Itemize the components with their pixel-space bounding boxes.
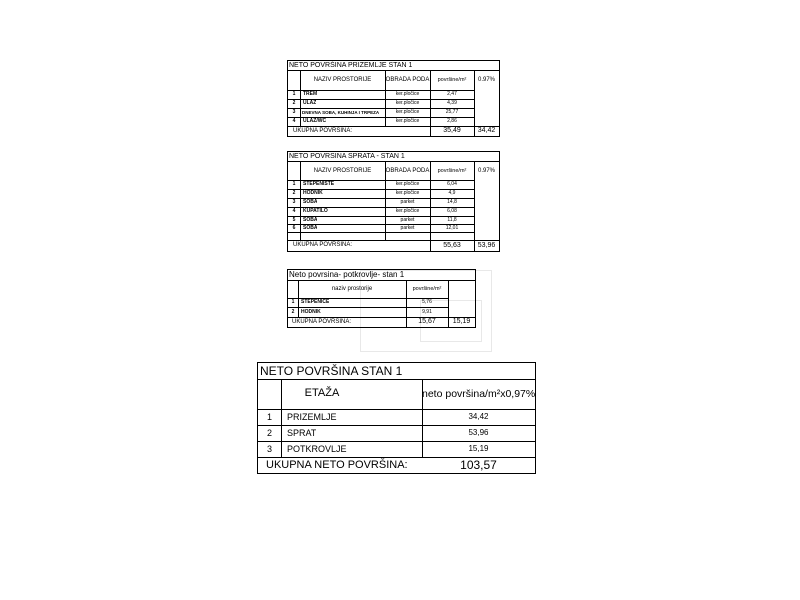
- row-floor: ker.pločice: [395, 190, 420, 196]
- row-area: 15,19: [468, 444, 489, 453]
- row-room: TREM: [303, 91, 318, 97]
- row-area: 4,39: [447, 100, 457, 106]
- row-num: 2: [292, 190, 296, 196]
- table-prizemlje: [287, 60, 500, 137]
- row-etaza: SPRAT: [287, 428, 317, 438]
- row-room: HODNIK: [303, 190, 323, 196]
- row-num: 1: [292, 181, 296, 187]
- row-num: 3: [292, 109, 296, 115]
- total-reduced: 34,42: [477, 127, 496, 134]
- header-room-name: naziv prostorije: [331, 286, 373, 292]
- row-area: 2,47: [447, 91, 457, 97]
- total-area: 35,49: [443, 127, 461, 134]
- row-room: STEPENISTE: [303, 181, 335, 187]
- row-floor: ker.pločice: [395, 109, 420, 115]
- row-num: 1: [266, 412, 272, 422]
- row-area: 6,08: [447, 208, 457, 214]
- row-num: 5: [292, 217, 296, 223]
- table-title: NETO POVRŠINA STAN 1: [260, 364, 403, 378]
- row-num: 2: [266, 428, 272, 438]
- row-num: 3: [266, 444, 272, 454]
- total-reduced: 53,96: [477, 242, 496, 249]
- row-num: 3: [292, 199, 296, 205]
- row-room: ULAZ: [303, 100, 317, 106]
- row-num: 2: [292, 100, 296, 106]
- row-area: 12,01: [445, 225, 459, 231]
- table-title: Neto povrsina- potkrovlje- stan 1: [289, 270, 405, 279]
- total-net-area: 103,57: [460, 458, 497, 472]
- table-summary: [257, 362, 536, 474]
- row-floor: ker.pločice: [395, 118, 420, 124]
- row-num: 1: [291, 299, 295, 305]
- header-net-area: neto površina/m²x0,97%: [422, 388, 535, 400]
- row-room: KUPATILO: [303, 208, 328, 214]
- row-area: 14,8: [447, 199, 457, 205]
- table-potkrovlje: [287, 269, 476, 328]
- row-room: SOBA: [303, 199, 318, 205]
- row-num: 4: [292, 208, 296, 214]
- total-label: UKUPNA POVRŠINA:: [293, 242, 353, 248]
- row-area: 4,9: [448, 190, 456, 196]
- row-area: 2,86: [447, 118, 457, 124]
- row-room: STEPENICE: [301, 299, 330, 305]
- header-floor: OBRADA PODA: [385, 77, 430, 83]
- header-floor: OBRADA PODA: [385, 168, 430, 174]
- row-area: 5,76: [422, 299, 432, 305]
- row-num: 1: [292, 91, 296, 97]
- header-percent: 0.97%: [477, 168, 495, 174]
- total-label: UKUPNA POVRŠINA:: [292, 319, 352, 325]
- row-area: 9,91: [422, 309, 432, 315]
- row-num: 2: [291, 309, 295, 315]
- row-floor: ker.pločice: [395, 100, 420, 106]
- row-area: 6,04: [447, 181, 457, 187]
- header-etaza: ETAŽA: [304, 387, 340, 399]
- header-room-name: NAZIV PROSTORIJE: [313, 168, 372, 174]
- row-room: HODNIK: [301, 309, 321, 315]
- row-area: 34,42: [468, 412, 489, 421]
- row-room: ULAZ/WC: [303, 118, 327, 124]
- row-room: SOBA: [303, 225, 318, 231]
- row-etaza: PRIZEMLJE: [287, 412, 337, 422]
- total-label: UKUPNA POVRŠINA:: [293, 128, 353, 134]
- table-title: NETO POVRŠINA PRIZEMLJE STAN 1: [289, 62, 413, 69]
- total-label: UKUPNA NETO POVRŠINA:: [266, 459, 408, 471]
- header-area: površine/m²: [437, 77, 467, 83]
- row-floor: ker.pločice: [395, 91, 420, 97]
- row-num: 6: [292, 225, 296, 231]
- header-area: površine/m²: [412, 286, 442, 292]
- row-floor: parket: [400, 225, 415, 231]
- row-area: 11,8: [447, 217, 457, 223]
- row-area: 25,77: [445, 109, 459, 115]
- row-floor: parket: [400, 217, 415, 223]
- total-area: 55,63: [443, 242, 461, 249]
- row-floor: ker.pločice: [395, 208, 420, 214]
- header-room-name: NAZIV PROSTORIJE: [313, 77, 372, 83]
- table-sprat: [287, 151, 500, 252]
- row-room: DNEVNA SOBA, KUHINJA I TRPEZA: [302, 110, 380, 115]
- row-room: SOBA: [303, 217, 318, 223]
- table-title: NETO POVRSINA SPRATA - STAN 1: [289, 153, 405, 160]
- total-area: 15,67: [418, 318, 436, 325]
- row-num: 4: [292, 118, 296, 124]
- total-reduced: 15,19: [452, 318, 471, 325]
- header-area: površine/m²: [437, 168, 467, 174]
- row-etaza: POTKROVLJE: [287, 444, 347, 454]
- row-floor: ker.pločice: [395, 181, 420, 187]
- row-floor: parket: [400, 199, 415, 205]
- header-percent: 0.97%: [477, 77, 495, 83]
- row-area: 53,96: [468, 428, 489, 437]
